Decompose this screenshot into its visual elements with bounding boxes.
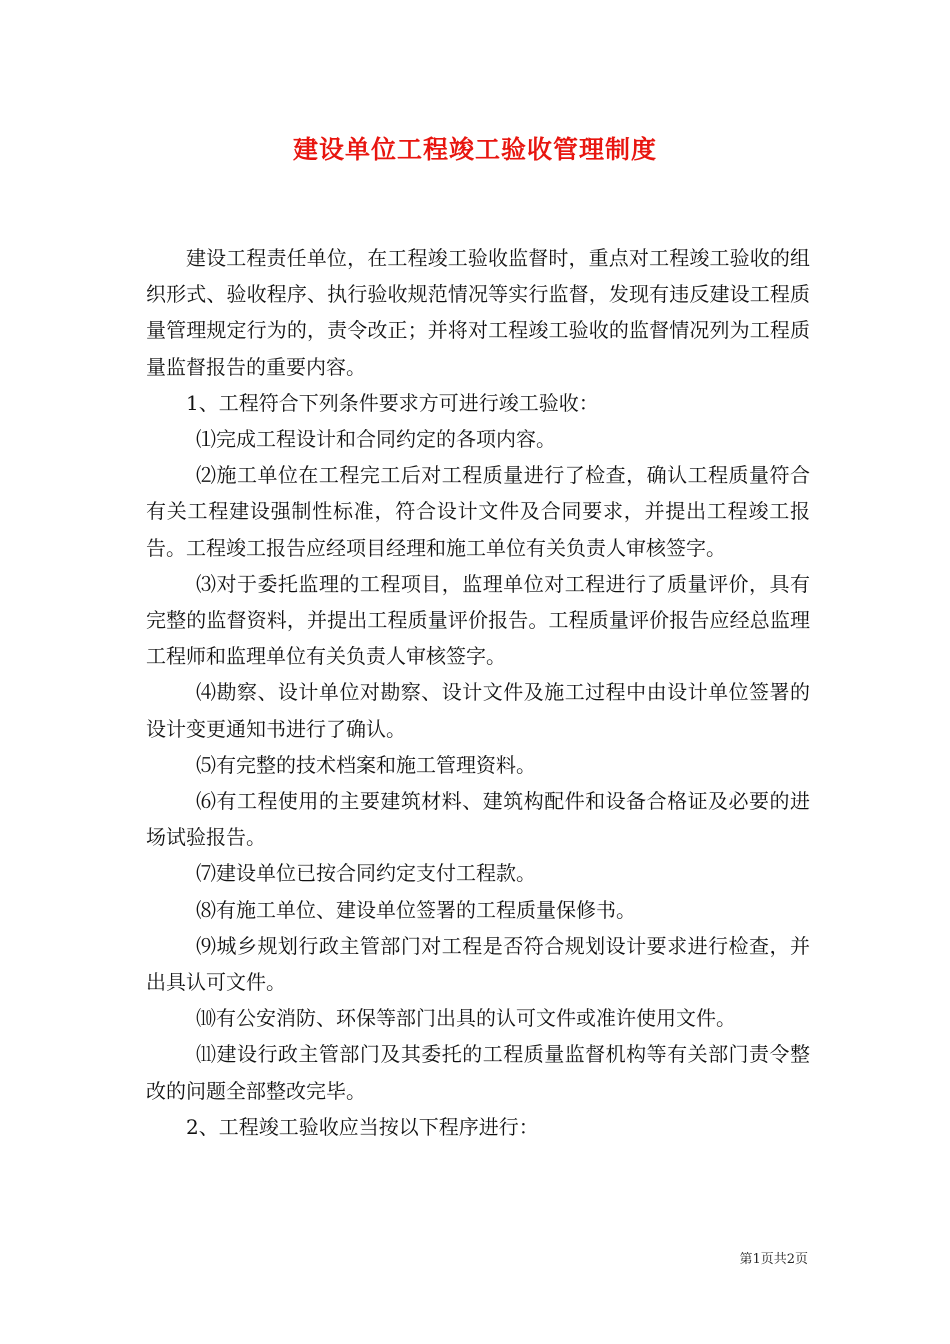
- section-heading-1: 1、工程符合下列条件要求方可进行竣工验收：: [186, 390, 599, 415]
- list-item-10: ⑽有公安消防、环保等部门出具的认可文件或准许使用文件。: [196, 1006, 736, 1031]
- list-item-6: ⑹有工程使用的主要建筑材料、建筑构配件和设备合格证及必要的进场试验报告。: [146, 789, 810, 850]
- list-item-7: ⑺建设单位已按合同约定支付工程款。: [196, 861, 536, 886]
- list-item-5: ⑸有完整的技术档案和施工管理资料。: [196, 752, 536, 777]
- list-item-8: ⑻有施工单位、建设单位签署的工程质量保修书。: [196, 897, 636, 922]
- list-item-11: ⑾建设行政主管部门及其委托的工程质量监督机构等有关部门责令整改的问题全部整改完毕。: [146, 1042, 810, 1103]
- page-number-footer: 第1页共2页: [739, 1252, 808, 1267]
- section-heading-2: 2、工程竣工验收应当按以下程序进行：: [186, 1114, 539, 1139]
- list-item-9: ⑼城乡规划行政主管部门对工程是否符合规划设计要求进行检查，并出具认可文件。: [146, 933, 810, 995]
- document-body: [146, 240, 810, 1145]
- document-title: 建设单位工程竣工验收管理制度: [292, 135, 657, 164]
- intro-paragraph: 建设工程责任单位，在工程竣工验收监督时，重点对工程竣工验收的组织形式、验收程序、执行验收规范情况等实行监督，发现有违反建设工程质量管理规定行为的，责令改正；并将对工程竣工验收的监督情况列为工程质量监督报告的重要内容。: [146, 246, 810, 379]
- list-item-2: ⑵施工单位在工程完工后对工程质量进行了检查，确认工程质量符合有关工程建设强制性标准，符合设计文件及合同要求，并提出工程竣工报告。工程竣工报告应经项目经理和施工单位有关负责人审核签字。: [146, 463, 810, 560]
- list-item-3: ⑶对于委托监理的工程项目，监理单位对工程进行了质量评价，具有完整的监督资料，并提出工程质量评价报告。工程质量评价报告应经总监理工程师和监理单位有关负责人审核签字。: [146, 571, 810, 669]
- list-item-4: ⑷勘察、设计单位对勘察、设计文件及施工过程中由设计单位签署的设计变更通知书进行了确认。: [146, 680, 810, 741]
- list-item-1: ⑴完成工程设计和合同约定的各项内容。: [196, 427, 556, 452]
